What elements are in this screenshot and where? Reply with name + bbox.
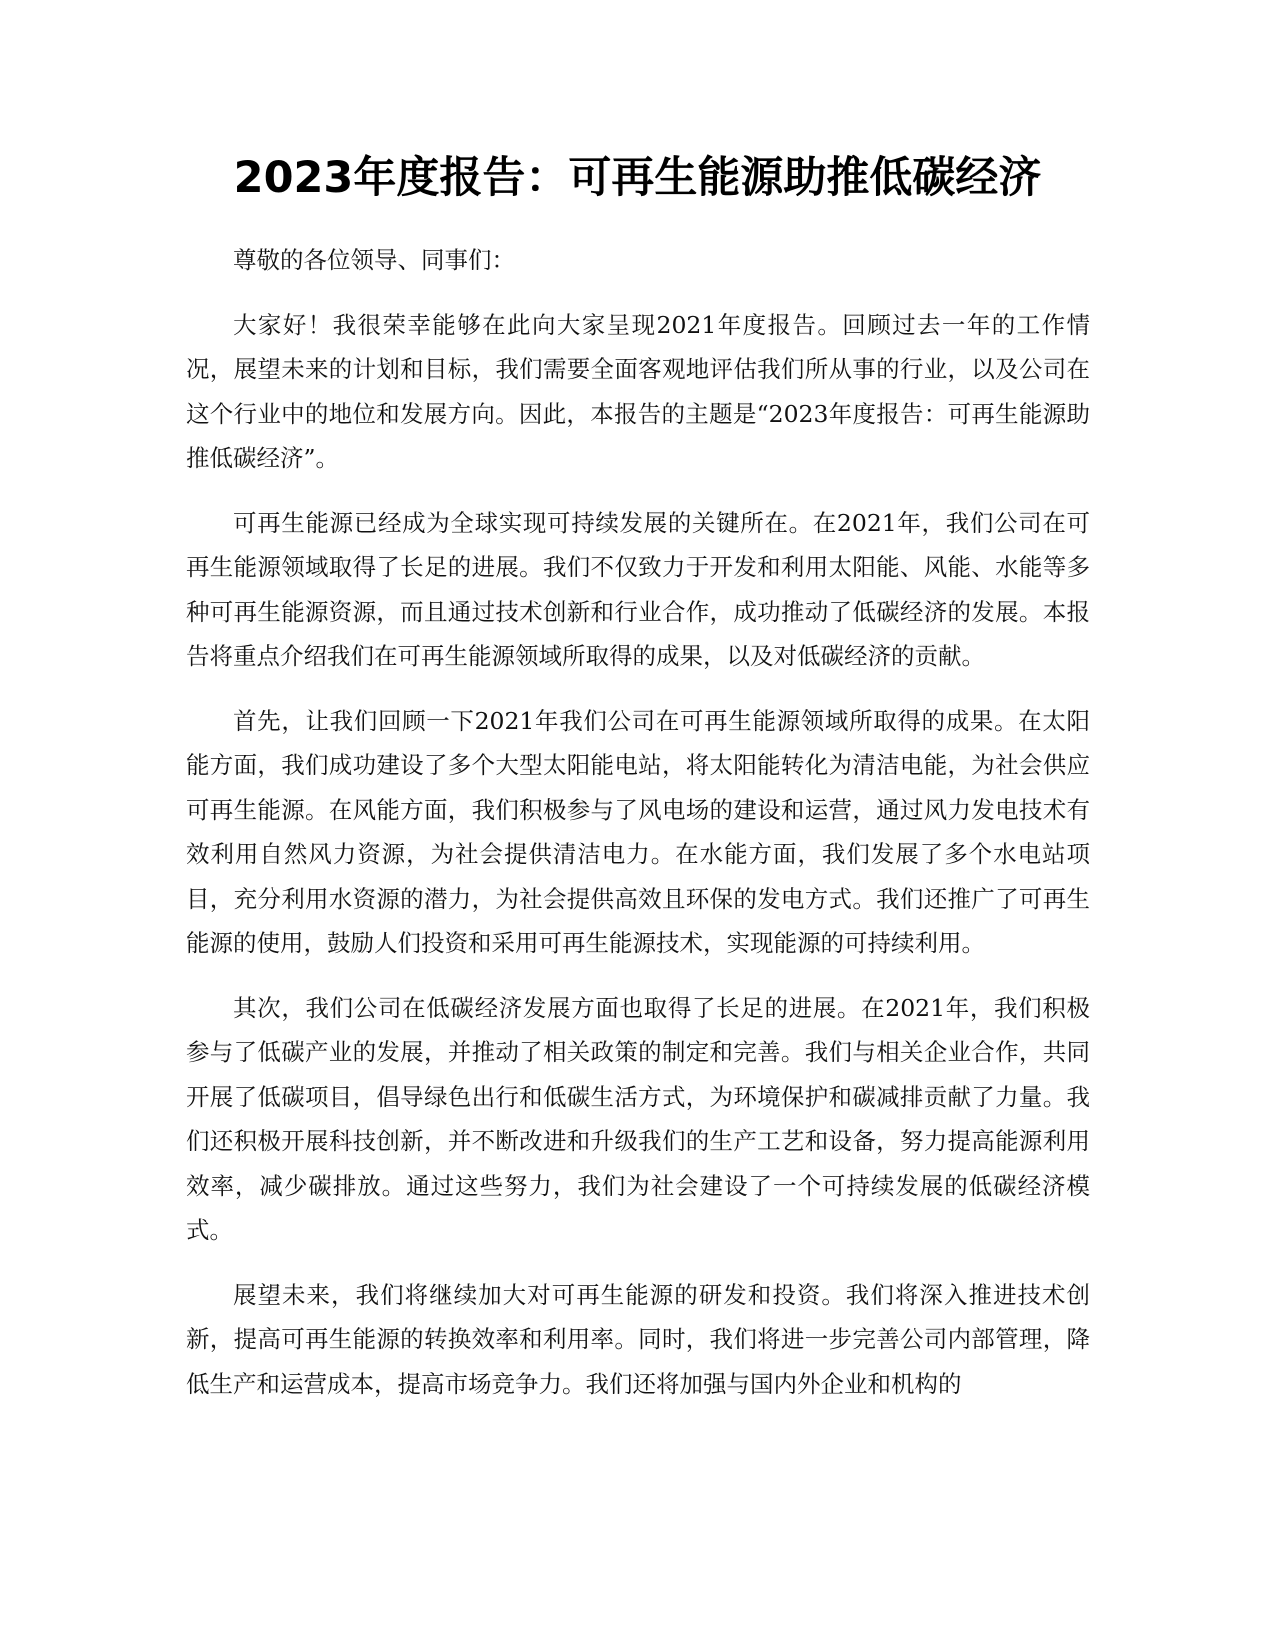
paragraph-3: 首先，让我们回顾一下2021年我们公司在可再生能源领域所取得的成果。在太阳能方面，我们成功建设了多个大型太阳能电站，将太阳能转化为清洁电能，为社会供应可再生能源。在风能方面，我们积极参与了风电场的建设和运营，通过风力发电技术有效利用自然风力资源，为社会提供清洁电力。在水能方面，我们发展了多个水电站项目，充分利用水资源的潜力，为社会提供高效且环保的发电方式。我们还推广了可再生能源的使用，鼓励人们投资和采用可再生能源技术，实现能源的可持续利用。 bbox=[186, 706, 1090, 957]
paragraph-2: 可再生能源已经成为全球实现可持续发展的关键所在。在2021年，我们公司在可再生能源领域取得了长足的进展。我们不仅致力于开发和利用太阳能、风能、水能等多种可再生能源资源，而且通过技术创新和行业合作，成功推动了低碳经济的发展。本报告将重点介绍我们在可再生能源领域所取得的成果，以及对低碳经济的贡献。 bbox=[186, 508, 1090, 670]
greeting: 尊敬的各位领导、同事们： bbox=[233, 246, 515, 274]
paragraph-5: 展望未来，我们将继续加大对可再生能源的研发和投资。我们将深入推进技术创新，提高可再生能源的转换效率和利用率。同时，我们将进一步完善公司内部管理，降低生产和运营成本，提高市场竞争力。我们还将加强与国内外企业和机构的 bbox=[186, 1280, 1090, 1398]
paragraph-4: 其次，我们公司在低碳经济发展方面也取得了长足的进展。在2021年，我们积极参与了低碳产业的发展，并推动了相关政策的制定和完善。我们与相关企业合作，共同开展了低碳项目，倡导绿色出行和低碳生活方式，为环境保护和碳减排贡献了力量。我们还积极开展科技创新，并不断改进和升级我们的生产工艺和设备，努力提高能源利用效率，减少碳排放。通过这些努力，我们为社会建设了一个可持续发展的低碳经济模式。 bbox=[186, 993, 1090, 1244]
document-title: 2023年度报告：可再生能源助推低碳经济 bbox=[233, 153, 1042, 203]
paragraph-1: 大家好！我很荣幸能够在此向大家呈现2021年度报告。回顾过去一年的工作情况，展望未来的计划和目标，我们需要全面客观地评估我们所从事的行业，以及公司在这个行业中的地位和发展方向。因此，本报告的主题是“2023年度报告：可再生能源助推低碳经济”。 bbox=[186, 310, 1090, 472]
document-body bbox=[186, 238, 1090, 1426]
